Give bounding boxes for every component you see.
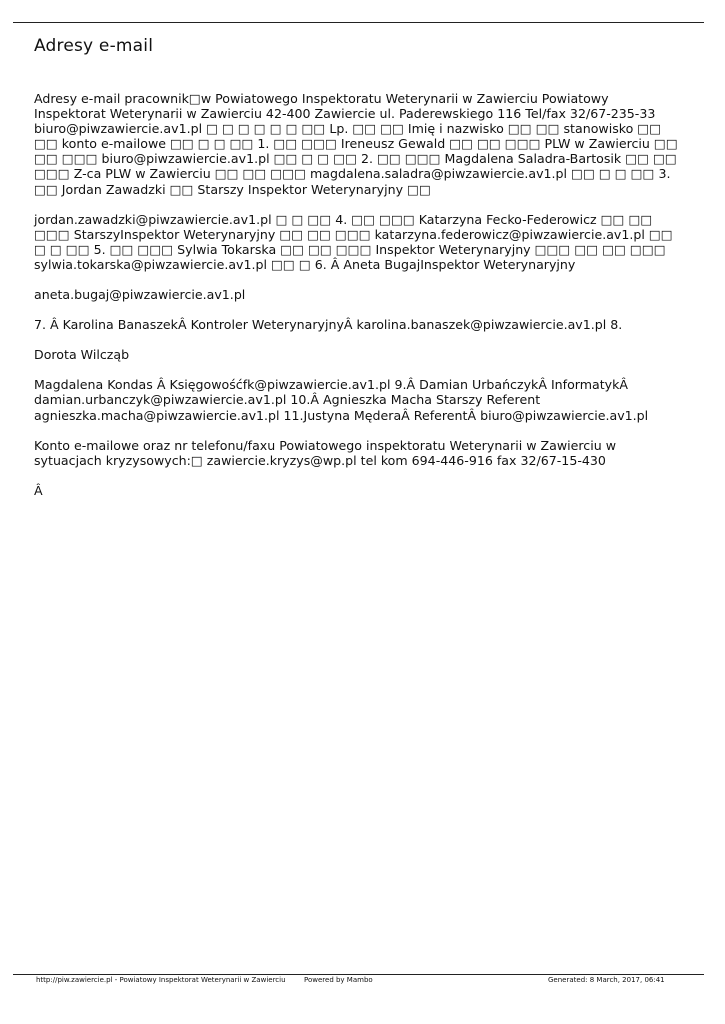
footer-generated: Generated: 8 March, 2017, 06:41 [548,976,665,984]
paragraph-crisis-contact: Konto e-mailowe oraz nr telefonu/faxu Powiatowego inspektoratu Weterynarii w Zawierciu w sytuacjach kryzysowych:□ zawiercie.kryzys@wp.pl tel kom 694-446-916 fax 32/67-15-430 [34,437,616,468]
paragraph-trailing: Â [34,482,43,498]
paragraph-staff-list-cont: jordan.zawadzki@piwzawiercie.av1.pl □ □ □□ 4. □□ □□□ Katarzyna Fecko-Federowicz □□ □□ □□□ StarszyInspektor Weterynaryjny □□ □□ □□□ katarzyna.federowicz@piwzawiercie.av1.pl □□ □ □ □□ 5. □□ □□□ Sylwia Tokarska □□ □□ □□□ Inspektor Weterynaryjny □□□ □□ □□ □□□ sylwia.tokarska@piwzawiercie.av1.pl □□ □ 6. Â Aneta BugajInspektor Weterynaryjny [34,211,673,272]
page-title: Adresy e-mail [34,36,154,56]
paragraph-banaszek: 7. Â Karolina BanaszekÂ Kontroler WeterynaryjnyÂ karolina.banaszek@piwzawiercie.av1.pl 8. [34,317,623,333]
paragraph-wilczab: Dorota Wilcząb [34,347,130,363]
paragraph-email-bugaj: aneta.bugaj@piwzawiercie.av1.pl [34,287,246,303]
top-divider [13,22,704,23]
paragraph-kondas-et-al: Magdalena Kondas Â Księgowośćfk@piwzawiercie.av1.pl 9.Â Damian UrbańczykÂ InformatykÂ damian.urbanczyk@piwzawiercie.av1.pl 10.Â Agnieszka Macha Starszy Referent agnieszka.macha@piwzawiercie.av1.pl 11.Justyna MęderaÂ ReferentÂ biuro@piwzawiercie.av1.pl [34,377,649,423]
footer-powered-by: Powered by Mambo [304,976,373,984]
footer-divider [13,974,704,975]
document-body [34,91,682,513]
footer-site-link[interactable]: http://piw.zawiercie.pl - Powiatowy Inspektorat Weterynarii w Zawierciu [36,976,286,984]
paragraph-staff-list: Adresy e-mail pracownik□w Powiatowego Inspektoratu Weterynarii w Zawierciu Powiatowy Inspektorat Weterynarii w Zawierciu 42-400 Zawiercie ul. Paderewskiego 116 Tel/fax 32/67-235-33 biuro@piwzawiercie.av1.pl □ □ □ □ □ □ □□ Lp. □□ □□ Imię i nazwisko □□ □□ stanowisko □□ □□ konto e-mailowe □□ □ □ □□ 1. □□ □□□ Ireneusz Gewald □□ □□ □□□ PLW w Zawierciu □□ □□ □□□ biuro@piwzawiercie.av1.pl □□ □ □ □□ 2. □□ □□□ Magdalena Saladra-Bartosik □□ □□ □□□ Z-ca PLW w Zawierciu □□ □□ □□□ magdalena.saladra@piwzawiercie.av1.pl □□ □ □ □□ 3. □□ Jordan Zawadzki □□ Starszy Inspektor Weterynaryjny □□ [34,91,678,197]
